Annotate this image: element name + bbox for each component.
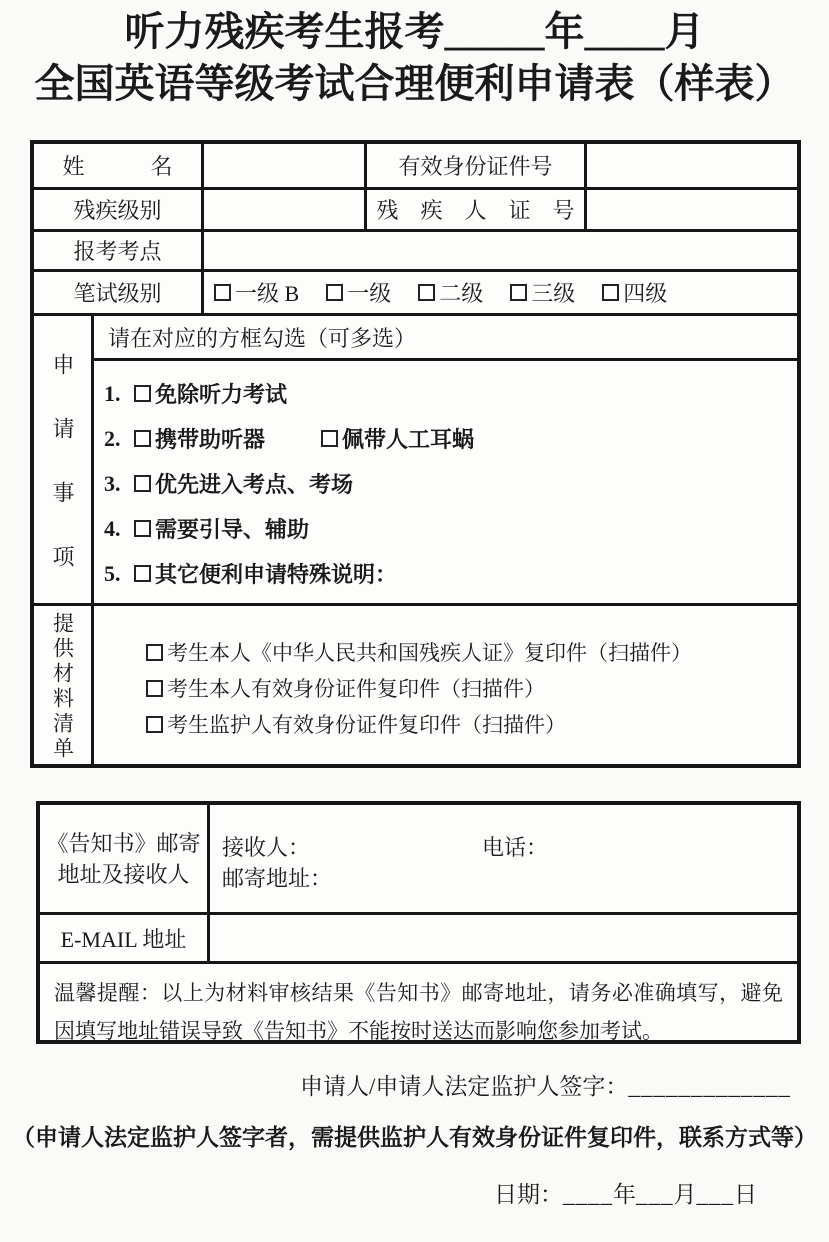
material-item-2: [146, 670, 797, 706]
application-item-3-label: 优先进入考点、考场: [155, 472, 354, 497]
signature-label: 申请人/申请人法定监护人签字：: [300, 1074, 629, 1099]
date-line: [0, 1176, 757, 1209]
mailing-address-row: [40, 805, 797, 915]
checkbox-icon[interactable]: [510, 284, 527, 301]
reminder-row: [40, 964, 797, 1043]
checkbox-icon[interactable]: [134, 475, 151, 492]
date-year-blank[interactable]: ____: [563, 1182, 613, 1207]
exam-site-label: 报考考点: [34, 232, 204, 269]
date-month-blank[interactable]: ___: [636, 1182, 674, 1207]
disability-level-label: 残疾级别: [34, 190, 204, 229]
mailing-row-label: 《告知书》邮寄地址及接收人: [40, 805, 210, 912]
email-label: E-MAIL 地址: [40, 915, 210, 961]
checkbox-icon[interactable]: [146, 716, 163, 733]
application-list: [94, 361, 797, 596]
material-item-1-label: 考生本人《中华人民共和国残疾人证》复印件（扫描件）: [167, 641, 692, 665]
name-label: 姓 名: [34, 144, 204, 187]
checkbox-icon[interactable]: [321, 430, 338, 447]
written-level-label: 笔试级别: [34, 272, 204, 313]
level-option-1b-label: 一级 B: [235, 281, 300, 306]
level-option-1: [326, 277, 391, 308]
application-item-1-label: 免除听力考试: [155, 382, 288, 407]
application-content: [94, 316, 797, 603]
materials-row: [34, 606, 797, 764]
date-month-label: 月: [673, 1182, 697, 1207]
written-level-options: [204, 272, 797, 313]
date-day-label: 日: [734, 1182, 757, 1207]
checkbox-icon[interactable]: [146, 680, 163, 697]
disability-cert-label: 残 疾 人 证 号: [367, 190, 587, 229]
level-option-1b: [214, 277, 299, 308]
date-year-label: 年: [613, 1182, 636, 1207]
checkbox-icon[interactable]: [134, 430, 151, 447]
application-item-2-option-2: [321, 423, 474, 454]
application-item-2-option-2-label: 佩带人工耳蜗: [342, 427, 475, 452]
form-title-line2: 全国英语等级考试合理便利申请表（样表）: [34, 61, 795, 106]
checkbox-icon[interactable]: [418, 284, 435, 301]
level-option-3-label: 三级: [531, 281, 576, 306]
material-item-3-label: 考生监护人有效身份证件复印件（扫描件）: [167, 713, 566, 737]
level-option-4-label: 四级: [623, 281, 668, 306]
signature-line: [300, 1068, 791, 1101]
application-item-1: [104, 371, 797, 416]
signature-blank[interactable]: _____________: [628, 1074, 791, 1099]
id-number-label: 有效身份证件号: [367, 144, 587, 187]
address-label: 邮寄地址：: [222, 866, 333, 891]
application-item-3: [104, 461, 797, 506]
checkbox-icon[interactable]: [134, 520, 151, 537]
email-input-cell[interactable]: [210, 915, 797, 961]
application-item-5: [104, 551, 797, 596]
date-day-blank[interactable]: ___: [696, 1182, 734, 1207]
application-item-4: [104, 506, 797, 551]
level-option-2-label: 二级: [439, 281, 484, 306]
item-number: 2.: [104, 425, 121, 451]
applicant-info-table: [30, 140, 801, 768]
disability-level-input-cell[interactable]: [204, 190, 367, 229]
disability-level-row: [34, 190, 797, 232]
name-row: [34, 144, 797, 190]
mailing-table: [36, 801, 801, 1044]
level-option-3: [510, 277, 575, 308]
level-option-4: [602, 277, 667, 308]
application-item-5-label: 其它便利申请特殊说明：: [155, 562, 398, 587]
written-level-row: [34, 272, 797, 316]
application-section-label: 申请事项: [34, 316, 94, 603]
item-number: 5.: [104, 560, 121, 586]
application-item-2: [104, 416, 797, 461]
receiver-label: 接收人：: [222, 835, 311, 860]
materials-list: [94, 606, 797, 764]
level-option-2: [418, 277, 483, 308]
checkbox-icon[interactable]: [214, 284, 231, 301]
form-title: [0, 6, 829, 110]
phone-label: 电话：: [482, 835, 549, 860]
date-label: 日期：: [494, 1182, 563, 1207]
item-number: 1.: [104, 380, 121, 406]
checkbox-icon[interactable]: [602, 284, 619, 301]
material-item-3: [146, 706, 797, 742]
form-title-line1: 听力残疾考生报考_____年____月: [124, 9, 705, 54]
level-option-1-label: 一级: [347, 281, 392, 306]
name-input-cell[interactable]: [204, 144, 367, 187]
disability-cert-input-cell[interactable]: [587, 190, 797, 229]
materials-section-label: 提供材料清单: [34, 606, 94, 764]
mailing-input-area[interactable]: [210, 805, 797, 912]
application-item-2-label: 携带助听器: [155, 427, 266, 452]
reminder-text: 温馨提醒：以上为材料审核结果《告知书》邮寄地址，请务必准确填写，避免因填写地址错误导致《告知书》不能按时送达而影响您参加考试。: [54, 981, 783, 1043]
email-row: [40, 915, 797, 964]
item-number: 4.: [104, 515, 121, 541]
checkbox-icon[interactable]: [146, 644, 163, 661]
checkbox-icon[interactable]: [134, 385, 151, 402]
item-number: 3.: [104, 470, 121, 496]
exam-site-input-cell[interactable]: [204, 232, 797, 269]
material-item-1: [146, 634, 797, 670]
application-item-4-label: 需要引导、辅助: [155, 517, 310, 542]
id-number-input-cell[interactable]: [587, 144, 797, 187]
receiver-phone-line: [222, 831, 797, 862]
material-item-2-label: 考生本人有效身份证件复印件（扫描件）: [167, 677, 545, 701]
checkbox-icon[interactable]: [326, 284, 343, 301]
guardian-note: （申请人法定监护人签字者，需提供监护人有效身份证件复印件，联系方式等）: [12, 1125, 817, 1150]
application-items-row: [34, 316, 797, 609]
checkbox-icon[interactable]: [134, 565, 151, 582]
application-instruction: 请在对应的方框勾选（可多选）: [94, 316, 797, 361]
exam-site-row: [34, 232, 797, 272]
address-line: [222, 862, 797, 893]
